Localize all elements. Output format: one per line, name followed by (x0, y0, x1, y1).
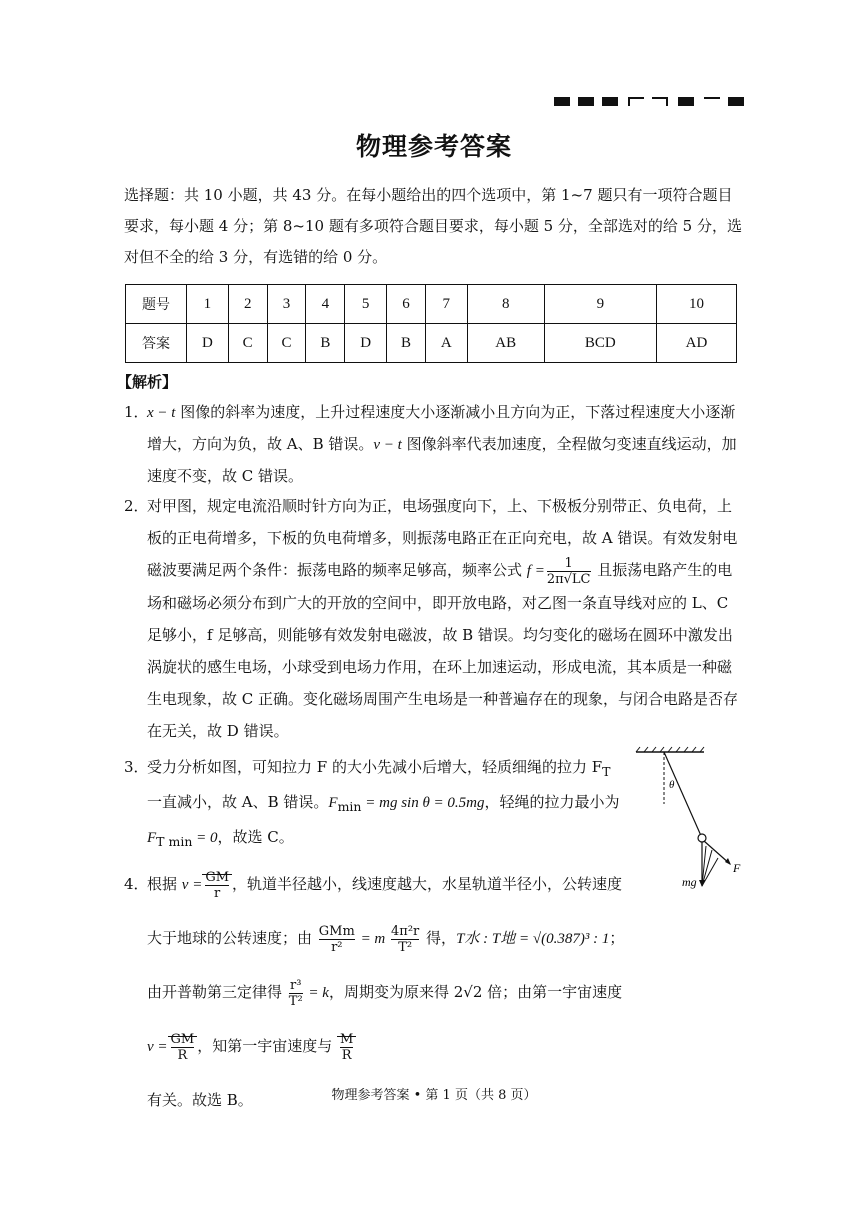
text-run: 对甲图，规定电流沿顺时针方向为正，电场强度向下，上、下极板分别带正、负电荷，上板的正电荷增多，下板的负电荷增多，则振荡电路正在正向充电，故 A 错误。有效发射电磁波要满足两个条件：振荡电路的频率足够高，频率公式 (147, 497, 738, 579)
question-number-cell: 10 (657, 285, 737, 324)
text-run: 根据 (147, 875, 182, 893)
question-number-cell: 4 (306, 285, 345, 324)
header-marks (548, 94, 748, 110)
page-title: 物理参考答案 (355, 132, 512, 161)
mg-label: mg (682, 875, 697, 889)
question-number: 1． (124, 403, 149, 421)
fraction-numerator: GM (170, 1031, 195, 1047)
text-run: ，轻绳的拉力最小为 (484, 793, 620, 811)
subscript: T min (156, 834, 193, 849)
fraction-denominator: r² (319, 939, 355, 955)
question-1 (124, 397, 746, 492)
text-run: ，轨道半径越小，线速度越大，水星轨道半径小，公转速度大于地球的公转速度；由 (147, 875, 623, 947)
math-expr: F (328, 795, 338, 811)
fraction (340, 1032, 353, 1063)
fraction (289, 978, 303, 1009)
answer-cell: B (306, 324, 345, 363)
math-expr: = m (356, 931, 390, 947)
question-number-cell: 2 (228, 285, 267, 324)
question-number-cell: 9 (544, 285, 656, 324)
text-run: 得， (421, 929, 457, 947)
math-expr: v = (147, 1039, 168, 1055)
text-run: ；由开普勒第三定律得 (147, 929, 625, 1001)
fraction (171, 1032, 195, 1063)
theta-label: θ (669, 779, 675, 791)
text-run: 且振荡电路产生的电场和磁场必须分布到广大的开放的空间中，即开放电路，对乙图一条直导线对应的 L、C 足够小，f 足够高，则能够有效发射电磁波，故 B 错误。均匀变化的磁场在圆环中激发出涡旋状的感生电场，小球受到电场力作用，在环上加速运动，形成电流，其本质是一种磁生电现象，故 C 正确。变化磁场周围产生电场是一种普遍存在的现象，与闭合电路是否存在无关，故 D 错误。 (147, 561, 739, 740)
fraction-denominator: R (341, 1047, 352, 1063)
answer-cell: BCD (544, 324, 656, 363)
question-text (147, 752, 629, 857)
answer-table (125, 284, 737, 363)
fraction (319, 924, 355, 955)
fraction (547, 556, 591, 587)
fraction-numerator: M (340, 1031, 354, 1047)
question-number: 2． (124, 497, 149, 515)
fraction-denominator: r (205, 885, 229, 901)
analysis-heading: 【解析】 (117, 373, 178, 391)
answer-cell: D (345, 324, 387, 363)
math-expr: = 0 (192, 830, 218, 846)
math-expr: f = (526, 563, 545, 579)
fraction-numerator: 1 (564, 555, 573, 571)
text-run: 图像斜率代表加速度，全程做匀变速直线运动，加速度不变，故 C 错误。 (147, 435, 737, 485)
question-number: 4． (124, 875, 149, 893)
fraction-denominator: T² (391, 939, 419, 955)
table-row (126, 285, 737, 324)
question-number-cell: 8 (467, 285, 544, 324)
subscript: min (337, 799, 362, 814)
fraction-denominator: R (171, 1047, 195, 1063)
question-number-cell: 7 (425, 285, 467, 324)
fraction-denominator: T² (288, 993, 303, 1009)
question-2 (124, 490, 746, 747)
fraction-numerator: 4π²r (391, 923, 420, 939)
question-text (147, 490, 746, 747)
rope-line (664, 752, 702, 838)
question-number-cell: 1 (187, 285, 229, 324)
math-expr: F (147, 830, 157, 846)
ball-circle (698, 834, 706, 842)
force-label: F (733, 861, 741, 875)
text-run: ，周期变为原来得 2√2 倍；由第一宇宙速度 (328, 983, 623, 1001)
fraction-numerator: r³ (290, 977, 302, 993)
answer-cell: C (228, 324, 267, 363)
math-expr: = mg sin θ = 0.5mg (361, 795, 485, 811)
question-number-cell: 5 (345, 285, 387, 324)
text-run: 一直减小，故 A、B 错误。 (147, 793, 329, 811)
page-footer: 物理参考答案 • 第 1 页（共 8 页） (331, 1088, 537, 1103)
text-run: ，故选 C。 (217, 828, 294, 846)
fraction (391, 924, 419, 955)
answer-cell: B (387, 324, 426, 363)
table-header-cell: 题号 (126, 285, 187, 324)
text-run: 受力分析如图，可知拉力 F 的大小先减小后增大，轻质细绳的拉力 F (147, 758, 603, 776)
answer-cell: C (267, 324, 306, 363)
question-text (147, 397, 746, 492)
math-expr: T水 : T地 = √(0.387)³ : 1 (456, 931, 610, 947)
answer-cell: AD (657, 324, 737, 363)
fraction-denominator: 2π√LC (546, 571, 591, 587)
intro-paragraph: 选择题：共 10 小题，共 43 分。在每小题给出的四个选项中，第 1~7 题只有一项符合题目要求，每小题 4 分；第 8~10 题有多项符合题目要求，每小题 5 分，全部选对的给 5 分，选对但不全的给 3 分，有选错的给 0 分。 (124, 186, 742, 266)
answer-cell: D (187, 324, 229, 363)
table-row (126, 324, 737, 363)
question-number: 3． (124, 758, 149, 776)
fraction (205, 870, 229, 901)
table-header-cell: 答案 (126, 324, 187, 363)
fraction-numerator: GM (205, 869, 230, 885)
math-expr: = k (304, 985, 329, 1001)
answer-cell: AB (467, 324, 544, 363)
text-run: 有关。故选 B。 (147, 1091, 253, 1109)
answer-cell: A (425, 324, 467, 363)
fraction-numerator: GMm (318, 923, 355, 939)
text-run: ，知第一宇宙速度与 (197, 1037, 338, 1055)
text-run: 图像的斜率为速度，上升过程速度大小逐渐减小且方向为正，下落过程速度大小逐渐增大，方向为负，故 A、B 错误。 (147, 403, 736, 453)
math-expr: x − t (147, 405, 176, 421)
math-expr: v = (181, 877, 203, 893)
question-number-cell: 3 (267, 285, 306, 324)
subscript: T (602, 764, 611, 779)
question-number-cell: 6 (387, 285, 426, 324)
math-expr: v − t (373, 437, 402, 453)
